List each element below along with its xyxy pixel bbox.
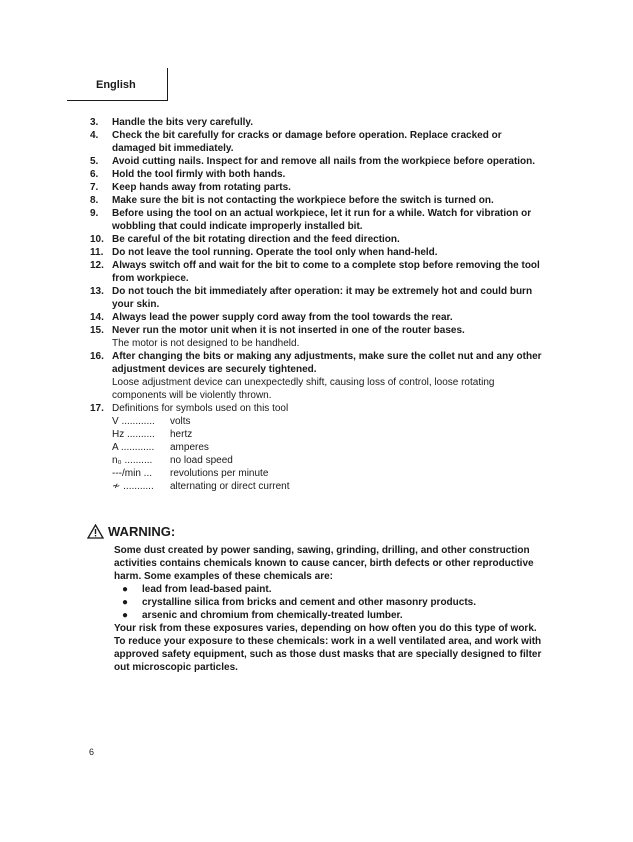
- list-item: [90, 168, 546, 181]
- item-bold-text: Avoid cutting nails. Inspect for and remove all nails from the workpiece before operation.: [112, 156, 536, 167]
- symbol-meaning: revolutions per minute: [170, 468, 269, 479]
- item-bold-text: Check the bit carefully for cracks or damage before operation. Replace cracked or damaged bit immediately.: [112, 130, 502, 154]
- item-bold-text: Do not touch the bit immediately after operation: it may be extremely hot and could burn your skin.: [112, 286, 533, 310]
- language-tab: [67, 68, 168, 101]
- warning-title: WARNING:: [108, 523, 176, 539]
- list-item: [90, 350, 546, 402]
- list-item: ● arsenic and chromium from chemically-treated lumber.: [122, 610, 403, 621]
- bullet-icon: ●: [122, 610, 129, 621]
- symbol-meaning: hertz: [170, 429, 193, 440]
- list-item: [90, 155, 546, 168]
- list-item: ● lead from lead-based paint.: [122, 584, 272, 595]
- warning-section: [90, 522, 546, 674]
- item-bold-text: Before using the tool on an actual workpiece, let it run for a while. Watch for vibration or wobbling that could indicate improperly installed bit.: [112, 208, 532, 232]
- item-bold-text: Be careful of the bit rotating direction and the feed direction.: [112, 234, 400, 245]
- item-number: 7.: [90, 182, 99, 193]
- language-label: English: [96, 79, 136, 91]
- item-number: 15.: [90, 325, 104, 336]
- item-bold-text: Handle the bits very carefully.: [112, 117, 253, 128]
- warning-triangle-icon: [87, 524, 104, 539]
- item-text: [112, 168, 546, 181]
- bullet-icon: ●: [122, 597, 129, 608]
- symbol-glyph: ---/min ...: [112, 468, 152, 479]
- list-item: [90, 194, 546, 207]
- symbol-meaning: alternating or direct current: [170, 481, 290, 492]
- list-item: [90, 116, 546, 129]
- list-item: [90, 311, 546, 324]
- list-item: [90, 402, 546, 493]
- symbol-definition-row: [112, 428, 546, 441]
- item-number: 11.: [90, 247, 104, 258]
- item-normal-text: Loose adjustment device can unexpectedly shift, causing loss of control, loose rotating components will be violently thrown.: [112, 377, 495, 401]
- item-text: [112, 402, 546, 493]
- symbol-definition-row: [112, 480, 546, 493]
- item-bold-text: Hold the tool firmly with both hands.: [112, 169, 286, 180]
- safety-instructions-list: [90, 116, 546, 493]
- item-normal-text: The motor is not designed to be handheld.: [112, 338, 300, 349]
- item-number: 3.: [90, 117, 99, 128]
- item-text: [112, 116, 546, 129]
- item-text: [112, 129, 546, 155]
- symbol-meaning: amperes: [170, 442, 209, 453]
- item-bold-text: Keep hands away from rotating parts.: [112, 182, 291, 193]
- tab-underline: [67, 100, 168, 101]
- warning-outro: Your risk from these exposures varies, depending on how often you do this type of work. To reduce your exposure to these chemicals: work in a well ventilated area, and work with approved safety equipment, such as those dust masks that are specially designed to filter out microscopic particles.: [114, 623, 542, 673]
- item-number: 6.: [90, 169, 99, 180]
- symbol-glyph: ≁ ...........: [112, 481, 154, 492]
- item-number: 8.: [90, 195, 99, 206]
- item-bold-text: Never run the motor unit when it is not inserted in one of the router bases.: [112, 325, 465, 336]
- item-text: [112, 233, 546, 246]
- item-number: 13.: [90, 286, 104, 297]
- item-text: [112, 207, 546, 233]
- item-text: [112, 311, 546, 324]
- warning-intro: Some dust created by power sanding, sawing, grinding, drilling, and other construction activities contains chemicals known to cause cancer, birth defects or other reproductive harm. Some examples of these chemicals are:: [114, 545, 534, 582]
- item-text: [112, 324, 546, 350]
- item-text: [112, 285, 546, 311]
- list-item: [90, 324, 546, 350]
- item-bold-text: Always lead the power supply cord away from the tool towards the rear.: [112, 312, 453, 323]
- symbol-meaning: volts: [170, 416, 191, 427]
- list-item: [90, 246, 546, 259]
- item-text: [112, 259, 546, 285]
- item-number: 4.: [90, 130, 99, 141]
- item-text: [112, 194, 546, 207]
- item-text: [112, 246, 546, 259]
- item-text: [112, 155, 546, 168]
- list-item: [90, 285, 546, 311]
- symbol-glyph: V ............: [112, 416, 155, 427]
- bullet-icon: ●: [122, 584, 129, 595]
- warning-bullet-list: [122, 583, 546, 622]
- symbol-meaning: no load speed: [170, 455, 233, 466]
- tab-side-rule: [167, 68, 168, 101]
- list-item: [90, 233, 546, 246]
- symbol-definition-row: [112, 415, 546, 428]
- list-item: [90, 259, 546, 285]
- item-number: 16.: [90, 351, 104, 362]
- list-item: [90, 129, 546, 155]
- item-bold-text: After changing the bits or making any adjustments, make sure the collet nut and any other adjustment devices are securely tightened.: [112, 351, 542, 375]
- list-item: [90, 207, 546, 233]
- item-bold-text: Make sure the bit is not contacting the workpiece before the switch is turned on.: [112, 195, 494, 206]
- page-number: 6: [89, 747, 95, 757]
- warning-heading: [87, 522, 546, 540]
- item-number: 12.: [90, 260, 104, 271]
- item-number: 17.: [90, 403, 104, 414]
- symbol-definition-row: [112, 454, 546, 467]
- item-number: 9.: [90, 208, 99, 219]
- item-bold-text: Always switch off and wait for the bit to come to a complete stop before removing the tool from workpiece.: [112, 260, 540, 284]
- item-number: 10.: [90, 234, 104, 245]
- symbol-definition-row: [112, 467, 546, 480]
- item-normal-text: Definitions for symbols used on this tool: [112, 403, 289, 414]
- symbol-definition-row: [112, 441, 546, 454]
- item-number: 5.: [90, 156, 99, 167]
- symbol-glyph: n₀ ..........: [112, 455, 153, 466]
- item-number: 14.: [90, 312, 104, 323]
- item-text: [112, 181, 546, 194]
- item-bold-text: Do not leave the tool running. Operate the tool only when hand-held.: [112, 247, 438, 258]
- list-item: ● crystalline silica from bricks and cement and other masonry products.: [122, 597, 476, 608]
- symbol-glyph: A ............: [112, 442, 155, 453]
- symbol-glyph: Hz ..........: [112, 429, 155, 440]
- list-item: [90, 181, 546, 194]
- item-text: [112, 350, 546, 402]
